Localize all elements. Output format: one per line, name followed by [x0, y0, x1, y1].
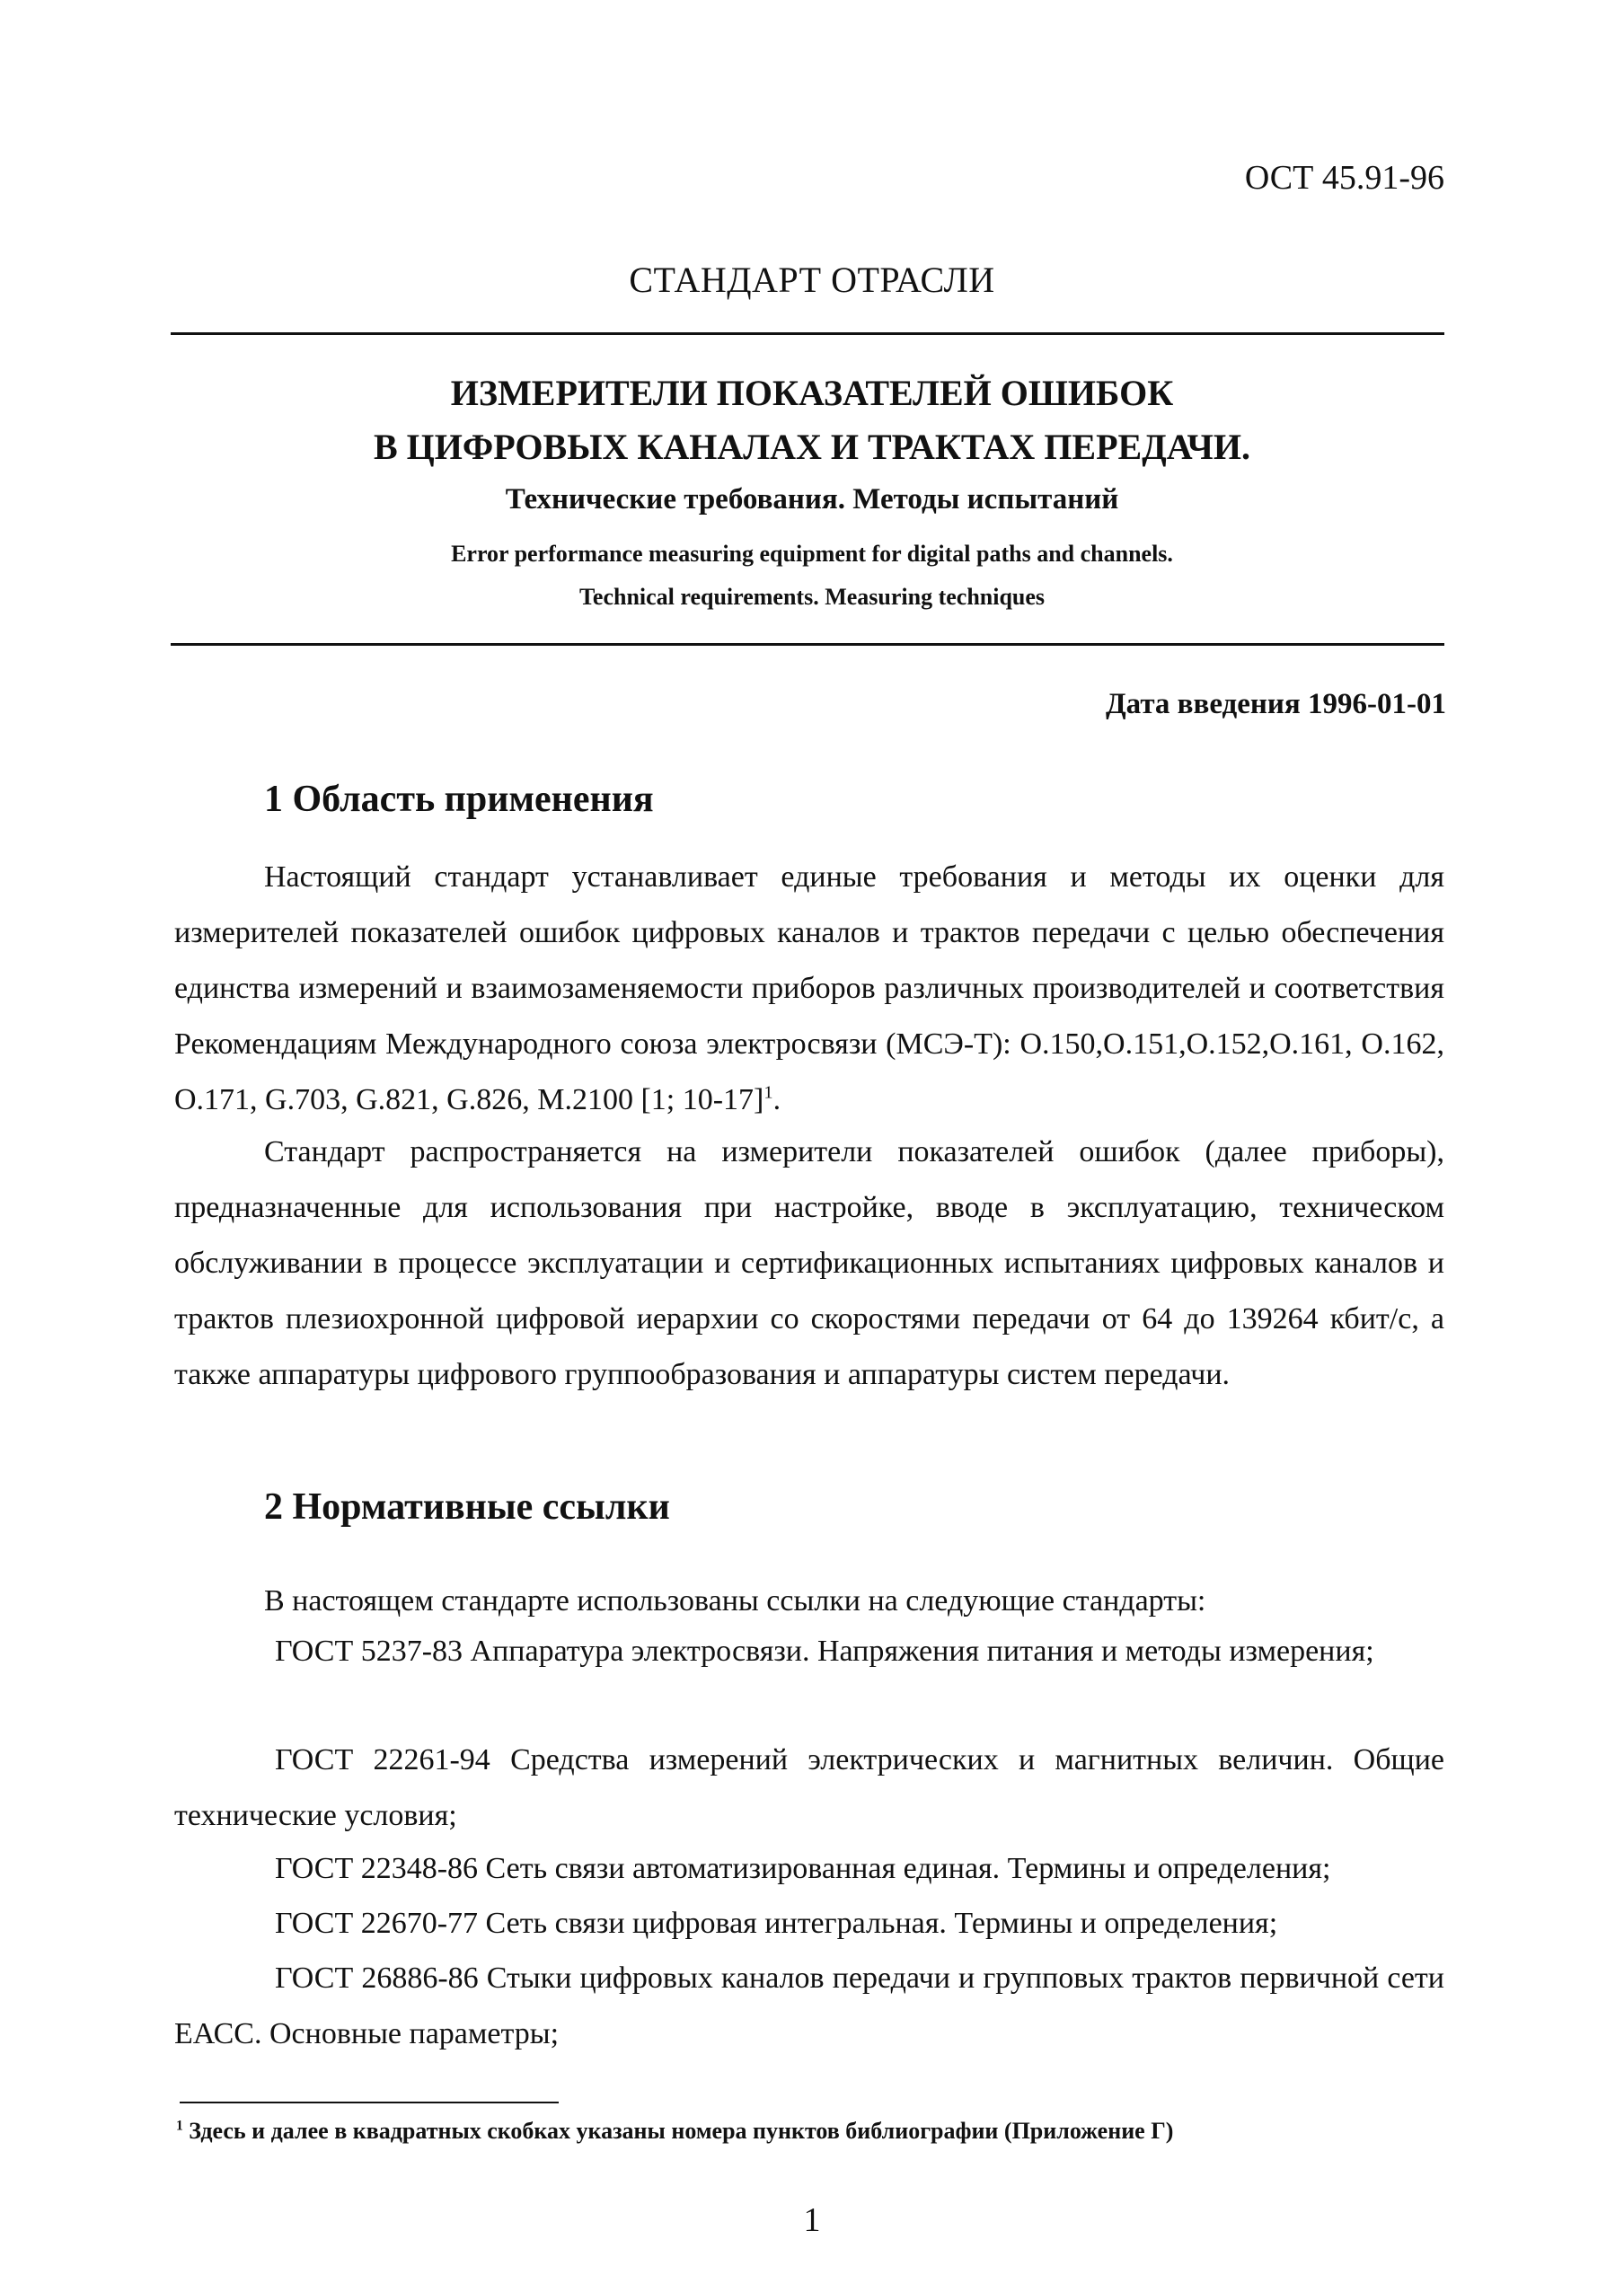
- section-1-paragraph-2-text: Стандарт распространяется на измерители показателей ошибок (далее приборы), предназначенные для использования при настройке, вводе в эксплуатацию, техническом обслуживании в процессе эксплуатации и сертификационных испытаниях цифровых каналов и трактов плезиохронной цифровой иерархии со скоростями передачи от 64 до 139264 кбит/с, а также аппаратуры цифрового группообразования и аппаратуры систем передачи.: [174, 1135, 1444, 1391]
- section-2-intro: [174, 1574, 1444, 1629]
- section-1-paragraph-1-text: Настоящий стандарт устанавливает единые требования и методы их оценки для измерителей показателей ошибок цифровых каналов и трактов передачи с целью обеспечения единства измерений и взаимозаменяемости приборов различных производителей и соответствия Рекомендациям Международного союза электросвязи (МСЭ-Т): О.150,О.151,О.152,О.161, О.162, О.171, G.703, G.821, G.826, M.2100 [1; 10-17]: [174, 860, 1444, 1116]
- footnote-text: Здесь и далее в квадратных скобках указаны номера пунктов библиографии (Приложение Г): [189, 2118, 1174, 2144]
- footnote-mark: 1: [176, 2118, 183, 2134]
- introduction-date: Дата введения 1996-01-01: [1105, 688, 1446, 720]
- standard-kind: СТАНДАРТ ОТРАСЛИ: [629, 260, 995, 300]
- page-number: 1: [803, 2201, 821, 2239]
- title-subtitle: Технические требования. Методы испытаний: [505, 483, 1119, 516]
- title-line-1: ИЗМЕРИТЕЛИ ПОКАЗАТЕЛЕЙ ОШИБОК: [450, 373, 1174, 413]
- section-2-heading: 2 Нормативные ссылки: [264, 1486, 670, 1528]
- section-1-paragraph-1: [174, 850, 1444, 1128]
- footnote: [176, 2118, 1173, 2145]
- reference-item: ГОСТ 26886-86 Стыки цифровых каналов передачи и групповых трактов первичной сети ЕАСС. Основные параметры;: [174, 1961, 1444, 2050]
- reference-item: ГОСТ 5237-83 Аппаратура электросвязи. Напряжения питания и методы измерения;: [275, 1635, 1374, 1668]
- paragraph-end-mark: .: [772, 1083, 781, 1116]
- reference-item: ГОСТ 22261-94 Средства измерений электрических и магнитных величин. Общие технические условия;: [174, 1743, 1444, 1832]
- english-title-line-2: Technical requirements. Measuring techniques: [578, 584, 1046, 610]
- section-1-paragraph-2: [174, 1124, 1444, 1403]
- footnote-divider: [180, 2102, 559, 2103]
- footnote-reference: 1: [763, 1082, 773, 1103]
- document-code: ОСТ 45.91-96: [1244, 159, 1444, 197]
- english-title-line-1: Error performance measuring equipment for digital paths and channels.: [451, 541, 1173, 567]
- section-1-heading: 1 Область применения: [264, 779, 654, 820]
- reference-item: ГОСТ 22348-86 Сеть связи автоматизированная единая. Термины и определения;: [275, 1852, 1331, 1885]
- section-2-intro-text: В настоящем стандарте использованы ссылки на следующие стандарты:: [264, 1584, 1206, 1618]
- top-divider: [171, 332, 1444, 335]
- bottom-divider: [171, 643, 1444, 646]
- reference-item: ГОСТ 22670-77 Сеть связи цифровая интегральная. Термины и определения;: [275, 1907, 1278, 1940]
- title-line-2: В ЦИФРОВЫХ КАНАЛАХ И ТРАКТАХ ПЕРЕДАЧИ.: [373, 427, 1251, 467]
